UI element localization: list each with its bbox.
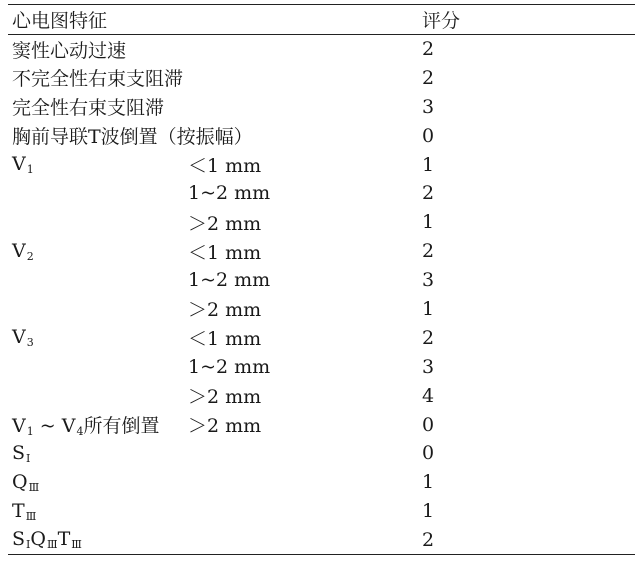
table-row [8, 121, 635, 150]
feature-cell [8, 150, 188, 179]
score-cell: 1 [422, 211, 435, 234]
feature-text: ~ V [33, 415, 76, 438]
score-cell: 1 [422, 297, 435, 320]
score-cell: 3 [422, 95, 435, 118]
score-cell: 0 [422, 413, 435, 436]
feature-text: 所有倒置 [83, 415, 160, 438]
feature-text: S [12, 528, 26, 551]
score-cell: 2 [422, 66, 435, 89]
table-row [8, 150, 635, 179]
feature-cell [8, 237, 188, 266]
feature-cell [8, 208, 188, 237]
condition-cell: ＞2 mm [188, 386, 262, 409]
feature-text: 窦性心动过速 [12, 39, 127, 62]
feature-text: 不完全性右束支阻滞 [12, 68, 184, 91]
score-cell: 1 [422, 471, 435, 494]
table-row [8, 439, 635, 468]
score-cell: 0 [422, 442, 435, 465]
condition-cell [188, 468, 412, 497]
table-row [8, 35, 635, 64]
table-row [8, 410, 635, 439]
score-cell: 3 [422, 269, 435, 292]
feature-text: 完全性右束支阻滞 [12, 97, 165, 120]
condition-cell [188, 526, 412, 555]
score-cell: 2 [422, 326, 435, 349]
table-row [8, 63, 635, 92]
feature-subscript: Ⅲ [46, 538, 58, 552]
condition-cell: ＜1 mm [188, 241, 262, 264]
feature-subscript: Ⅲ [28, 480, 40, 494]
condition-cell: ＞2 mm [188, 299, 262, 322]
feature-text: T [57, 528, 71, 551]
feature-cell [8, 266, 188, 295]
feature-text: 胸前导联T波倒置（按振幅） [12, 126, 253, 149]
table-row [8, 92, 635, 121]
feature-cell [8, 121, 412, 150]
table-row [8, 381, 635, 410]
condition-cell: 1~2 mm [188, 182, 271, 205]
table-header [8, 5, 635, 35]
condition-cell: 1~2 mm [188, 269, 271, 292]
feature-text: T [12, 499, 25, 522]
feature-subscript: Ⅲ [71, 538, 82, 552]
table-row [8, 497, 635, 526]
score-cell: 1 [422, 153, 435, 176]
table-row [8, 468, 635, 497]
condition-cell: 1~2 mm [188, 355, 271, 378]
score-cell: 2 [422, 240, 435, 263]
condition-cell [188, 439, 412, 468]
feature-text: V [12, 415, 26, 438]
condition-cell: ＜1 mm [188, 328, 262, 351]
feature-cell [8, 526, 188, 555]
score-cell: 4 [422, 384, 435, 407]
feature-cell [8, 92, 412, 121]
feature-cell [8, 439, 188, 468]
table-row [8, 237, 635, 266]
score-cell: 3 [422, 355, 435, 378]
feature-cell [8, 468, 188, 497]
feature-subscript: 4 [76, 425, 84, 439]
feature-subscript: Ⅰ [26, 538, 31, 552]
feature-cell [8, 381, 188, 410]
condition-cell: ＞2 mm [188, 415, 262, 438]
condition-cell: ＞2 mm [188, 212, 262, 235]
table-row [8, 323, 635, 352]
feature-subscript: 3 [26, 336, 34, 350]
feature-text: S [12, 441, 26, 464]
feature-subscript: 1 [26, 163, 34, 176]
ecg-score-table-container [8, 4, 635, 555]
table-row [8, 179, 635, 208]
score-cell: 0 [422, 124, 435, 147]
score-cell: 2 [412, 526, 635, 555]
condition-cell [188, 497, 412, 526]
condition-cell: ＜1 mm [188, 155, 262, 177]
table-row [8, 266, 635, 295]
table-row [8, 526, 635, 555]
header-row [8, 5, 635, 35]
ecg-score-table [8, 4, 635, 555]
feature-subscript: Ⅰ [26, 451, 31, 465]
feature-cell [8, 63, 412, 92]
feature-cell [8, 179, 188, 208]
feature-text: V [12, 239, 26, 262]
score-cell: 1 [422, 500, 435, 523]
score-cell: 2 [422, 182, 435, 205]
feature-subscript: 1 [26, 425, 34, 439]
header-score: 评分 [412, 5, 635, 35]
feature-cell [8, 352, 188, 381]
table-row [8, 352, 635, 381]
feature-text: Q [12, 470, 28, 493]
feature-subscript: 2 [26, 249, 34, 263]
score-cell: 2 [422, 38, 435, 61]
feature-cell [8, 295, 188, 324]
feature-cell [8, 410, 188, 439]
feature-text: V [12, 153, 26, 175]
feature-cell [8, 323, 188, 352]
feature-cell [8, 497, 188, 526]
feature-text: V [12, 326, 26, 349]
table-row [8, 208, 635, 237]
table-row [8, 295, 635, 324]
feature-subscript: Ⅲ [25, 509, 37, 523]
header-feature: 心电图特征 [8, 5, 412, 35]
table-body [8, 35, 635, 555]
feature-text: Q [30, 528, 46, 551]
feature-cell [8, 35, 412, 64]
